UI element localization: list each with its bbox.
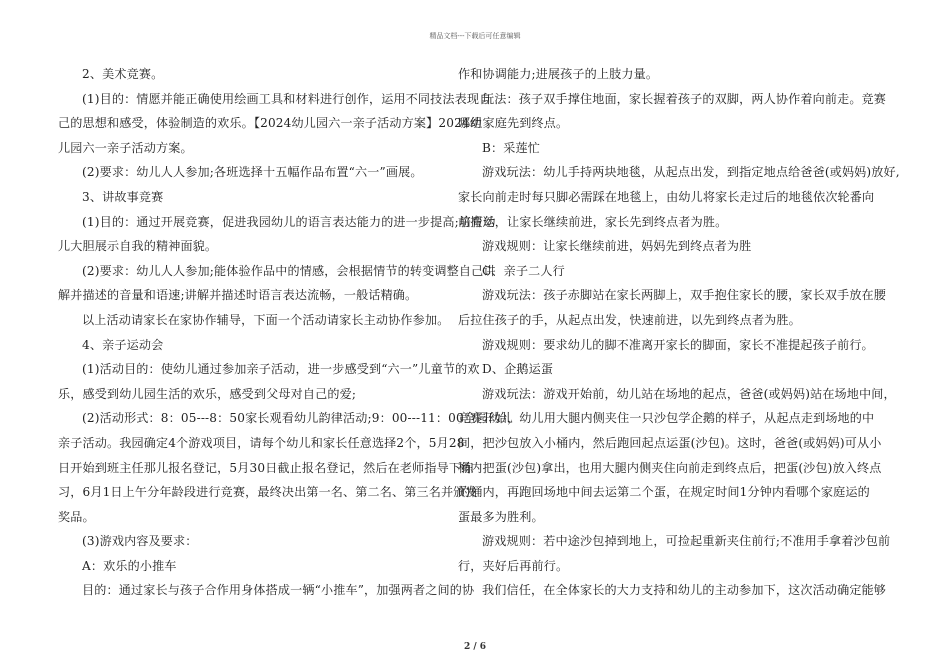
page-header: 精品文档---下载后可任意编辑 (429, 32, 521, 40)
text-line: 习，6月1日上午分年龄段进行竞赛，最终决出第一名、第二名、第三名并颁发 (58, 485, 478, 500)
text-line: 目的：通过家长与孩子合作用身体搭成一辆“小推车”，加强两者之间的协 (82, 583, 475, 598)
text-line: 乐，感受到幼儿园生活的欢乐，感受到父母对自己的爱; (58, 386, 357, 401)
text-line: (2)要求：幼儿人人参加;能体验作品中的情感，会根据情节的转变调整自己讲 (82, 263, 496, 278)
text-line: (1)目的：通过开展竞赛，促进我园幼儿的语言表达能力的进一步提高;培育幼 (82, 214, 496, 229)
text-line: 游戏规则：要求幼儿的脚不准离开家长的脚面，家长不准提起孩子前行。 (482, 337, 874, 352)
text-line: 玩法：孩子双手撑住地面，家长握着孩子的双脚，两人协作着向前走。竞赛 (482, 91, 887, 106)
text-line: (1)活动目的：使幼儿通过参加亲子活动，进一步感受到“六一”儿童节的欢 (82, 362, 480, 377)
text-line: B：采莲忙 (482, 140, 541, 155)
text-line: (1)目的：情愿并能正确使用绘画工具和材料进行创作，运用不同技法表现自 (82, 91, 492, 106)
text-line: 儿大胆展示自我的精神面貌。 (58, 239, 218, 254)
text-line: 家长向前走时每只脚必需踩在地毯上，由幼儿将家长走过后的地毯依次轮番向 (458, 189, 875, 204)
text-line: 前搬运，让家长继续前进，家长先到终点者为胜。 (458, 214, 728, 229)
text-line: 游戏玩法：幼儿手持两块地毯，从起点出发，到指定地点给爸爸(或妈妈)放好, (482, 165, 900, 180)
right-column (458, 62, 900, 603)
text-line: 亲子活动。我园确定4个游戏项目，请每个幼儿和家长任意选择2个，5月28 (58, 435, 465, 450)
page-number: 2 / 6 (463, 642, 487, 652)
text-line: 4、亲子运动会 (82, 337, 164, 352)
text-line: 的桶内，再跑回场地中间去运第二个蛋，在规定时间1分钟内看哪个家庭运的 (458, 485, 870, 500)
text-line: 我们信任，在全体家长的大力支持和幼儿的主动参加下，这次活动确定能够 (482, 583, 887, 598)
text-line: 哪组家庭先到终点。 (458, 116, 569, 131)
text-line: A：欢乐的小推车 (82, 558, 177, 573)
text-line: 竞赛开始，幼儿用大腿内侧夹住一只沙包学企鹅的样子，从起点走到场地的中 (458, 411, 875, 426)
text-line: 作和协调能力;进展孩子的上肢力量。 (458, 67, 659, 81)
text-line: 游戏规则：让家长继续前进，妈妈先到终点者为胜 (482, 239, 752, 254)
text-line: 行，夹好后再前行。 (458, 558, 569, 573)
text-line: D、企鹅运蛋 (482, 362, 554, 377)
text-line: 游戏玩法：孩子赤脚站在家长两脚上，双手抱住家长的腰，家长双手放在腰 (482, 288, 887, 303)
text-line: 己的思想和感受，体验制造的欢乐。【2024幼儿园六一亲子活动方案】2024幼 (58, 116, 483, 131)
text-line: 桶内把蛋(沙包)拿出，也用大腿内侧夹住向前走到终点后，把蛋(沙包)放入终点 (458, 460, 882, 475)
text-line: 间，把沙包放入小桶内，然后跑回起点运蛋(沙包)。这时，爸爸(或妈妈)可从小 (458, 435, 882, 450)
text-line: (2)活动形式：8：05---8：50家长观看幼儿韵律活动;9：00---11：00全园幼儿 (82, 411, 513, 426)
text-line: 2、美术竞赛。 (82, 67, 164, 81)
text-line: 游戏玩法：游戏开始前，幼儿站在场地的起点，爸爸(或妈妈)站在场地中间， (482, 386, 896, 401)
text-line: (2)要求：幼儿人人参加;各班选择十五幅作品布置“六一”画展。 (82, 165, 423, 180)
text-line: 蛋最多为胜利。 (458, 509, 544, 524)
text-line: 解并描述的音量和语速;讲解并描述时语言表达流畅，一般话精确。 (58, 288, 418, 303)
text-line: (3)游戏内容及要求： (82, 534, 198, 549)
text-line: 以上活动请家长在家协作辅导，下面一个活动请家长主动协作参加。 (82, 312, 450, 327)
text-line: 日开始到班主任那儿报名登记，5月30日截止报名登记，然后在老师指导下练 (58, 460, 474, 475)
text-line: C、亲子二人行 (482, 263, 565, 278)
text-line: 后拉住孩子的手，从起点出发，快速前进，以先到终点者为胜。 (458, 312, 801, 327)
text-line: 奖品。 (58, 509, 95, 524)
text-line: 3、讲故事竞赛 (82, 189, 164, 204)
text-line: 游戏规则：若中途沙包掉到地上，可捡起重新夹住前行;不准用手拿着沙包前 (482, 534, 891, 549)
text-line: 儿园六一亲子活动方案。 (58, 140, 193, 155)
